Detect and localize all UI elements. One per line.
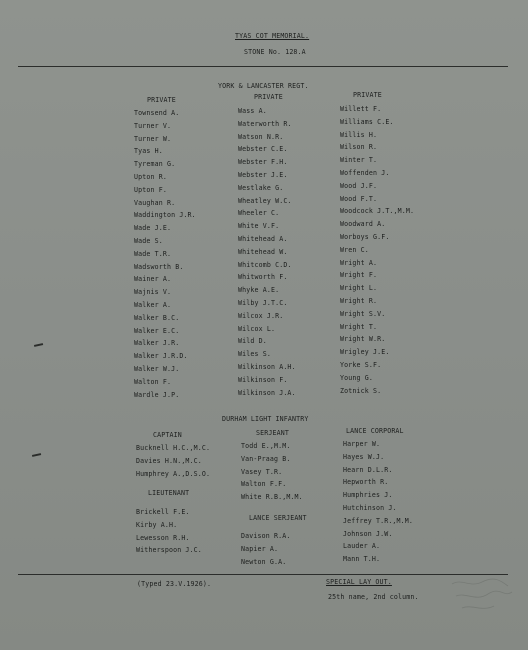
york-private-column-1 [134, 107, 196, 401]
rank-heading-lieutenant: LIEUTENANT [148, 489, 190, 497]
name-entry: Walker W.J. [134, 364, 180, 373]
name-entry: Tyas H. [134, 147, 163, 156]
name-entry: Wilkinson F. [238, 375, 288, 384]
name-entry: Woodcock J.T.,M.M. [340, 207, 415, 216]
york-private-column-2 [238, 105, 296, 399]
name-entry: White V.F. [238, 222, 280, 231]
name-entry: Wheeler C. [238, 209, 280, 218]
rank-heading-captain: CAPTAIN [153, 431, 182, 439]
name-entry: Wilby J.T.C. [238, 298, 288, 307]
regiment-heading-york-lancaster: YORK & LANCASTER REGT. [218, 82, 309, 90]
name-entry: Wardle J.P. [134, 390, 180, 399]
name-entry: Upton R. [134, 172, 167, 181]
name-entry: Brickell F.E. [136, 508, 190, 516]
name-entry: Humphries J. [343, 491, 393, 500]
name-entry: Wilson R. [340, 143, 378, 152]
name-entry: Wiles S. [238, 350, 271, 359]
lance-corporal-list [343, 438, 413, 566]
name-entry: Yorke S.F. [340, 360, 382, 369]
name-entry: Whyke A.E. [238, 286, 280, 295]
name-entry: Walker J.R. [134, 339, 180, 348]
name-entry: Walton F.F. [241, 480, 287, 489]
york-private-column-3 [340, 103, 414, 397]
name-entry: Wadsworth B. [134, 262, 184, 271]
name-entry: Witherspoon J.C. [136, 546, 202, 555]
name-entry: Wass A. [238, 107, 267, 115]
name-entry: Whitcomb C.D. [238, 260, 292, 269]
name-entry: Walker E.C. [134, 326, 180, 335]
name-entry: Wood J.F. [340, 181, 378, 190]
name-entry: Todd E.,M.M. [241, 442, 291, 450]
name-entry: Wainer A. [134, 275, 172, 284]
name-entry: Waterworth R. [238, 119, 292, 128]
serjeant-list [241, 440, 303, 504]
name-entry: Webster F.H. [238, 158, 288, 167]
pencil-scribble [448, 572, 518, 618]
name-entry: Vaughan R. [134, 198, 176, 207]
name-entry: Wilcox J.R. [238, 311, 284, 320]
column-heading-private-3: PRIVATE [353, 91, 382, 99]
name-entry: Wade T.R. [134, 249, 172, 258]
name-entry: Lewesson R.H. [136, 533, 190, 542]
bottom-rule [18, 574, 508, 575]
name-entry: White R.B.,M.M. [241, 493, 303, 502]
name-entry: Wade J.E. [134, 224, 172, 233]
name-entry: Wright A. [340, 258, 378, 267]
column-heading-private-2: PRIVATE [254, 93, 283, 101]
name-entry: Webster C.E. [238, 145, 288, 154]
name-entry: Whitehead A. [238, 234, 288, 243]
name-entry: Kirby A.H. [136, 520, 178, 529]
name-entry: Harper W. [343, 440, 381, 448]
name-entry: Westlake G. [238, 183, 284, 192]
name-entry: Wren C. [340, 245, 369, 254]
name-entry: Wright F. [340, 271, 378, 280]
name-entry: Whitworth F. [238, 273, 288, 282]
lieutenant-list [136, 506, 202, 557]
column-heading-private-1: PRIVATE [147, 96, 176, 104]
name-entry: Johnson J.W. [343, 529, 393, 538]
name-entry: Wright T. [340, 322, 378, 331]
name-entry: Walton F. [134, 377, 172, 386]
rank-heading-serjeant: SERJEANT [256, 429, 289, 437]
name-entry: Upton F. [134, 185, 167, 194]
name-entry: Van-Praag B. [241, 454, 291, 463]
rank-heading-lance-corporal: LANCE CORPORAL [346, 427, 404, 435]
special-layout-note: 25th name, 2nd column. [328, 593, 419, 601]
name-entry: Mann T.H. [343, 555, 381, 564]
name-entry: Williams C.E. [340, 117, 394, 126]
name-entry: Walker B.C. [134, 313, 180, 322]
name-entry: Jeffrey T.R.,M.M. [343, 516, 414, 525]
name-entry: Lauder A. [343, 542, 381, 551]
name-entry: Davies H.N.,M.C. [136, 456, 202, 465]
name-entry: Turner V. [134, 121, 172, 130]
name-entry: Wrigley J.E. [340, 348, 390, 357]
name-entry: Wilkinson J.A. [238, 388, 296, 397]
name-entry: Whitehead W. [238, 247, 288, 256]
lance-serjeant-list [241, 530, 290, 568]
name-entry: Wright L. [340, 284, 378, 293]
stone-number: STONE No. 128.A [244, 48, 306, 56]
memorial-title: TYAS COT MEMORIAL. [235, 32, 310, 40]
name-entry: Turner W. [134, 134, 172, 143]
name-entry: Wright S.V. [340, 309, 386, 318]
name-entry: Willis H. [340, 130, 378, 139]
name-entry: Humphrey A.,D.S.O. [136, 469, 211, 478]
captain-list [136, 442, 210, 480]
name-entry: Hutchinson J. [343, 503, 397, 512]
name-entry: Davison R.A. [241, 532, 291, 540]
name-entry: Wilkinson A.H. [238, 362, 296, 371]
name-entry: Newton G.A. [241, 557, 287, 566]
name-entry: Winter T. [340, 156, 378, 165]
name-entry: Wajnis V. [134, 288, 172, 297]
name-entry: Hepworth R. [343, 478, 389, 487]
name-entry: Young G. [340, 373, 373, 382]
name-entry: Vasey T.R. [241, 467, 283, 476]
name-entry: Walker A. [134, 300, 172, 309]
name-entry: Wilcox L. [238, 324, 276, 333]
name-entry: Wright W.R. [340, 335, 386, 344]
name-entry: Townsend A. [134, 109, 180, 117]
punch-mark-top [34, 343, 43, 346]
name-entry: Walker J.R.D. [134, 352, 188, 361]
punch-mark-bottom [32, 453, 41, 456]
name-entry: Bucknell H.C.,M.C. [136, 444, 211, 452]
rank-heading-lance-serjeant: LANCE SERJEANT [249, 514, 307, 522]
name-entry: Wood F.T. [340, 194, 378, 203]
name-entry: Woodward A. [340, 220, 386, 229]
name-entry: Wright R. [340, 296, 378, 305]
name-entry: Hayes W.J. [343, 452, 385, 461]
name-entry: Wade S. [134, 236, 163, 245]
typed-date: (Typed 23.V.1926). [137, 580, 212, 588]
name-entry: Wild D. [238, 337, 267, 346]
name-entry: Waddington J.R. [134, 211, 196, 220]
name-entry: Woffenden J. [340, 168, 390, 177]
name-entry: Willett F. [340, 105, 382, 113]
name-entry: Napier A. [241, 544, 279, 553]
top-rule [18, 66, 508, 67]
name-entry: Worboys G.F. [340, 232, 390, 241]
special-layout-heading: SPECIAL LAY OUT. [326, 578, 392, 586]
name-entry: Hearn D.L.R. [343, 465, 393, 474]
name-entry: Zotnick S. [340, 386, 382, 395]
name-entry: Watson N.R. [238, 132, 284, 141]
name-entry: Webster J.E. [238, 170, 288, 179]
name-entry: Tyreman G. [134, 160, 176, 169]
name-entry: Wheatley W.C. [238, 196, 292, 205]
regiment-heading-durham: DURHAM LIGHT INFANTRY [222, 415, 309, 423]
